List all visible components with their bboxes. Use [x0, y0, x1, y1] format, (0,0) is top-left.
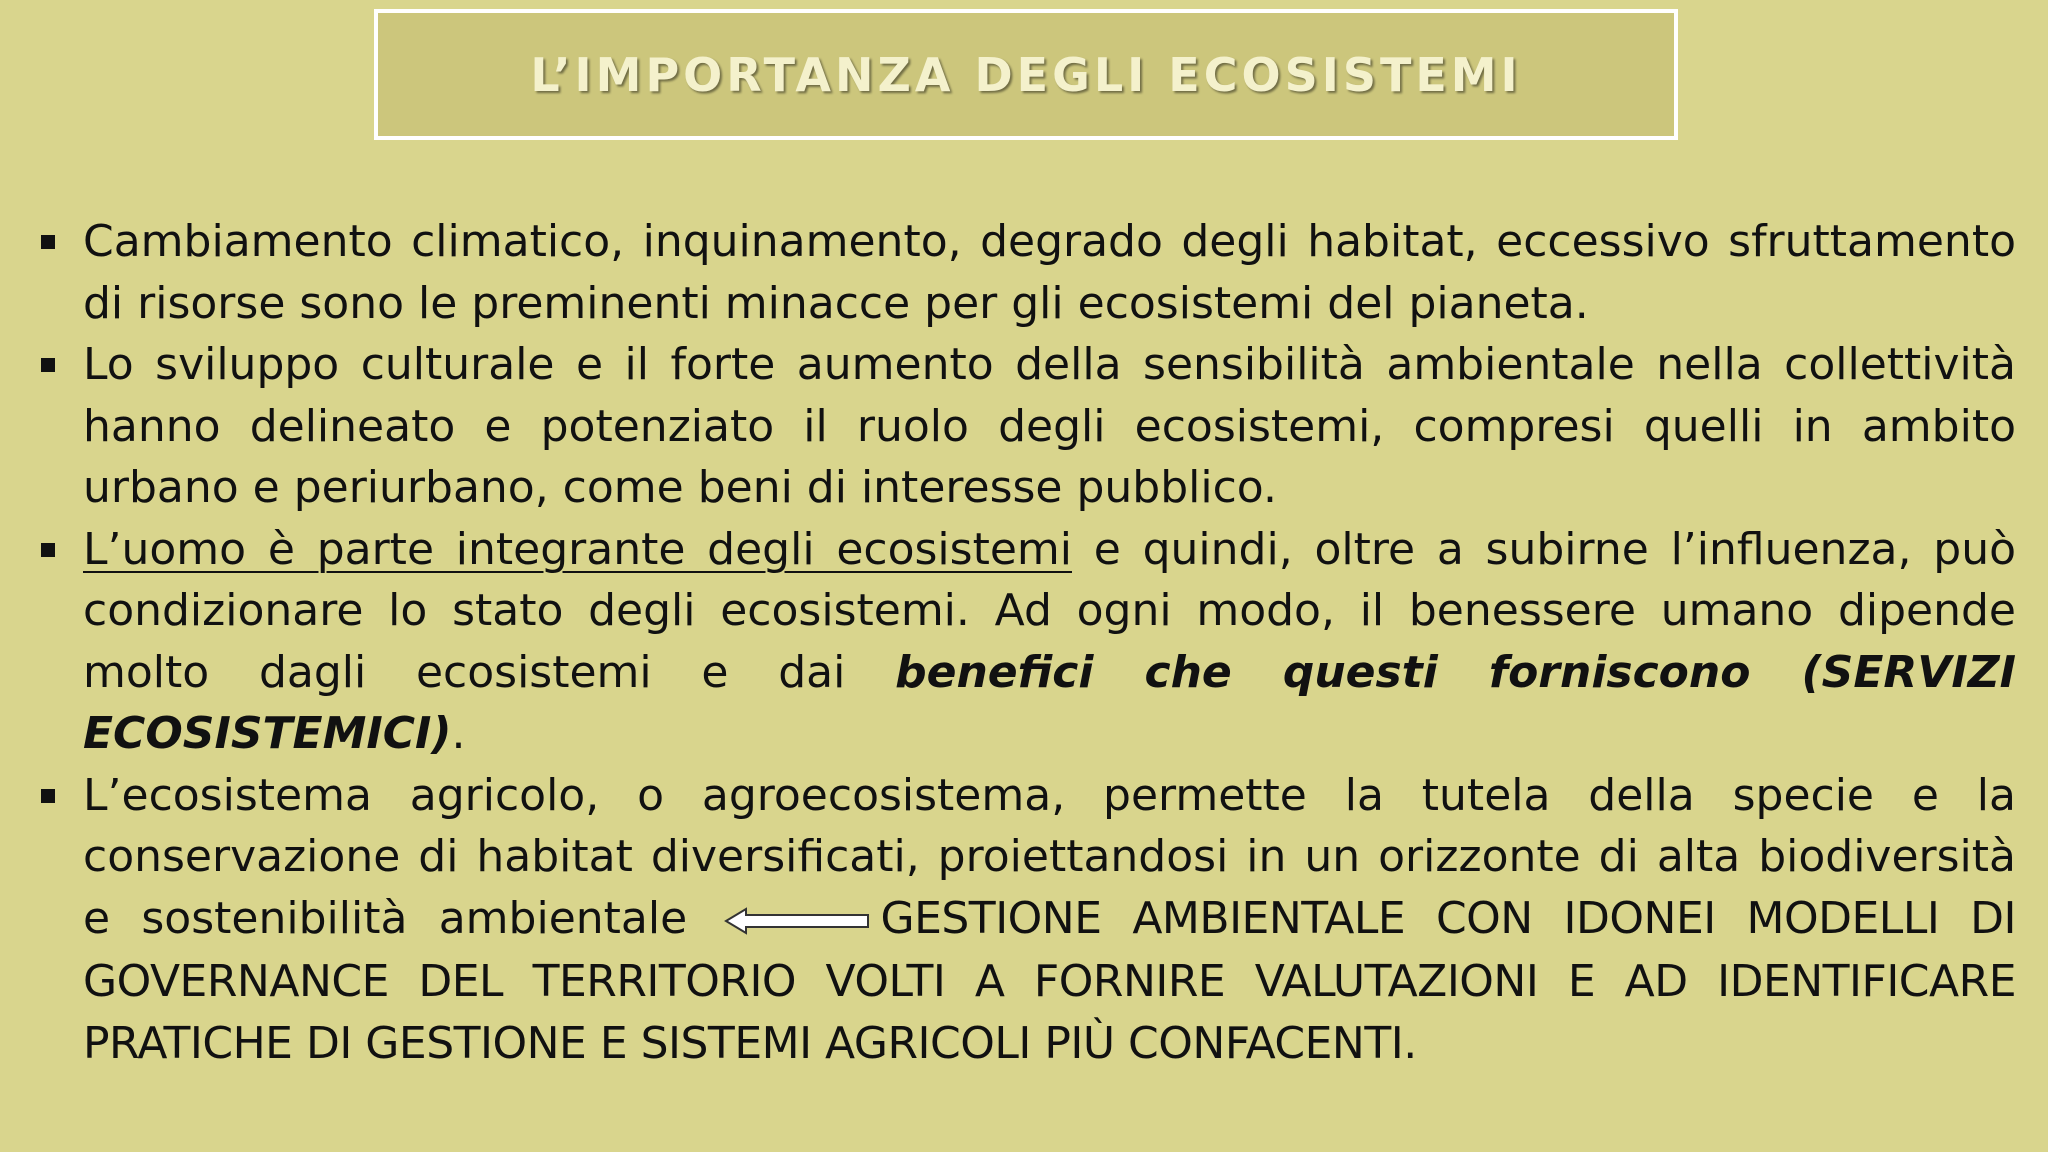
bullet-square-icon [41, 358, 55, 372]
emphasis-ecosystem-services: benefici che questi forniscono (SERVIZI ECOSISTEMICI) [83, 646, 2016, 759]
bullet-square-icon [41, 235, 55, 249]
bullet-text: Lo sviluppo culturale e il forte aumento della sensibilità ambientale nella collettività hanno delineato e potenziato il ruolo degli ecosistemi, compresi quelli in ambito urbano e periurbano, come beni di interesse pubblico. [83, 339, 2016, 513]
bullet-text: e quindi, oltre a subirne l’influenza, può condizionare lo stato degli ecosistemi. Ad ogni modo, il benessere umano dipende molto dagli ecosistemi e dai [83, 523, 2017, 698]
bullet-text-end: . [451, 708, 466, 759]
slide-title: L’IMPORTANZA DEGLI ECOSISTEMI [530, 47, 1522, 102]
bullet-text: Cambiamento climatico, inquinamento, degrado degli habitat, eccessivo sfruttamento di risorse sono le preminenti minacce per gli ecosistemi del pianeta. [83, 216, 2016, 329]
bullet-item-threats [36, 211, 2016, 334]
slide-title-box [374, 9, 1678, 140]
bullet-text: L’ecosistema agricolo, o agroecosistema, permette la tutela della specie e la conservazione di habitat diversificati, proiettandosi in un orizzonte di alta biodiversità e sostenibilità ambientale [83, 769, 2016, 944]
management-text: GESTIONE AMBIENTALE CON IDONEI MODELLI DI GOVERNANCE DEL TERRITORIO VOLTI A FORNIRE VALUTAZIONI E AD IDENTIFICARE PRATICHE DI GESTIONE E SISTEMI AGRICOLI PIÙ CONFACENTI. [83, 892, 2016, 1069]
left-arrow-icon [724, 890, 870, 952]
bullet-list [36, 211, 2016, 1074]
bullet-item-human-role [36, 519, 2016, 765]
underlined-phrase: L’uomo è parte integrante degli ecosistemi [83, 523, 1072, 575]
bullet-square-icon [41, 789, 55, 803]
bullet-square-icon [41, 543, 55, 557]
bullet-item-cultural-development [36, 334, 2016, 519]
bullet-item-agroecosystem [36, 765, 2016, 1075]
